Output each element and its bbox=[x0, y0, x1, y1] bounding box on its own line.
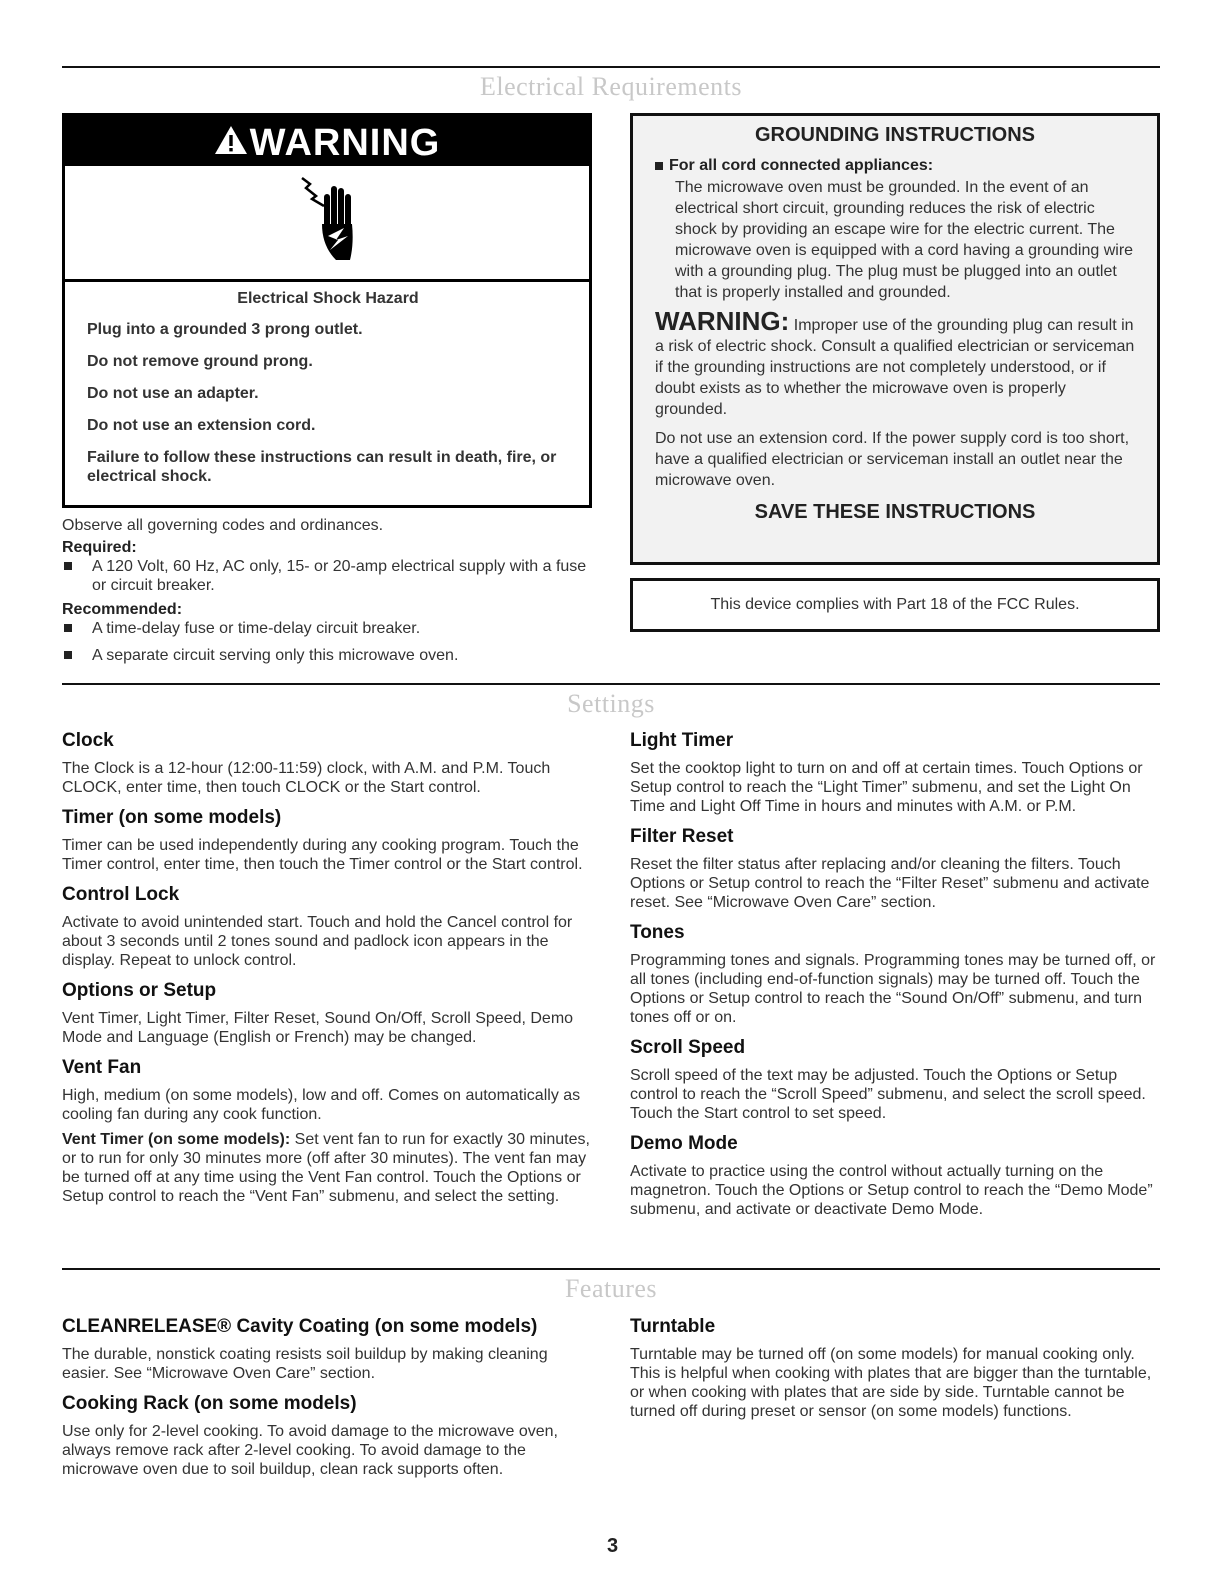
setting-title: Vent Fan bbox=[62, 1057, 142, 1078]
vent-timer-text: Vent Timer (on some models): Set vent fan to run for exactly 30 minutes, or to run for only 30 minutes more (off after 30 minutes). The vent fan may be turned off at any time using the Vent Fan control. Touch the Options or Setup control to reach the “Vent Fan” submenu, and select the setting. bbox=[62, 1131, 590, 1205]
section-title-electrical: Electrical Requirements bbox=[479, 72, 742, 101]
setting-text: Set the cooktop light to turn on and off at certain times. Touch Options or Setup control to reach the “Light Timer” submenu, and set the Light On Time and Light Off Time in hours and minutes with A.M. or P.M. bbox=[630, 760, 1143, 815]
setting-vent-fan bbox=[62, 1057, 592, 1206]
setting-title: Light Timer bbox=[630, 730, 734, 751]
feature-text: Turntable may be turned off (on some models) for manual cooking only. This is helpful when cooking with plates that are bigger than the turntable, or when cooking with plates that are side by side. Turntable cannot be turned off during preset or sensor (on some models) functions. bbox=[630, 1346, 1152, 1420]
setting-clock bbox=[62, 730, 592, 797]
section-rule-top bbox=[62, 66, 1160, 68]
setting-title: Clock bbox=[62, 730, 114, 751]
warning-header bbox=[65, 116, 589, 166]
setting-tones bbox=[630, 922, 1160, 1027]
feature-text: Use only for 2-level cooking. To avoid damage to the microwave oven, always remove rack after 2-level cooking. To avoid damage to the microwave oven due to soil buildup, clean rack supports often. bbox=[62, 1423, 558, 1478]
features-right-column bbox=[630, 1316, 1160, 1431]
square-bullet-icon bbox=[655, 162, 663, 170]
required-label: Required: bbox=[62, 539, 137, 556]
warning-hazard-title: Electrical Shock Hazard bbox=[237, 290, 419, 307]
warning-box bbox=[62, 113, 592, 508]
setting-timer bbox=[62, 807, 592, 874]
setting-title: Demo Mode bbox=[630, 1133, 738, 1154]
settings-left-column bbox=[62, 730, 592, 1216]
features-left-column bbox=[62, 1316, 592, 1489]
setting-filter-reset bbox=[630, 826, 1160, 912]
setting-text: Programming tones and signals. Programming tones may be turned off, or all tones (including end-of-function signals) may be turned off. Touch the Options or Setup control to reach the “Sound On/Off” submenu, and turn tones off or on. bbox=[630, 952, 1156, 1026]
setting-title: Filter Reset bbox=[630, 826, 734, 847]
setting-scroll-speed bbox=[630, 1037, 1160, 1123]
setting-light-timer bbox=[630, 730, 1160, 816]
observe-text: Observe all governing codes and ordinances. bbox=[62, 517, 384, 534]
setting-title: Timer (on some models) bbox=[62, 807, 282, 828]
section-title-settings: Settings bbox=[567, 689, 655, 718]
setting-text: Timer can be used independently during any cooking program. Touch the Timer control, enter time, then touch the Timer control or the Start control. bbox=[62, 837, 583, 873]
warning-line: Failure to follow these instructions can result in death, fire, or electrical shock. bbox=[87, 449, 557, 485]
feature-title: Cooking Rack (on some models) bbox=[62, 1393, 357, 1414]
grounding-warning: WARNING: Improper use of the grounding plug can result in a risk of electric shock. Consult a qualified electrician or serviceman if the grounding instructions are not completely understood, or if doubt exists as to whether the microwave oven is properly grounded. bbox=[655, 306, 1135, 418]
save-instructions: SAVE THESE INSTRUCTIONS bbox=[754, 501, 1036, 523]
grounding-paragraph: The microwave oven must be grounded. In the event of an electrical short circuit, grounding reduces the risk of electric shock by providing an escape wire for the electric current. The microwave oven is equipped with a cord having a grounding wire with a grounding plug. The plug must be plugged into an outlet that is properly installed and grounded. bbox=[675, 179, 1134, 301]
feature-cleanrelease bbox=[62, 1316, 592, 1383]
setting-text: Activate to avoid unintended start. Touch and hold the Cancel control for about 3 seconds until 2 tones sound and padlock icon appears in the display. Repeat to unlock control. bbox=[62, 914, 573, 969]
setting-text: The Clock is a 12-hour (12:00-11:59) clock, with A.M. and P.M. Touch CLOCK, enter time, then touch CLOCK or the Start control. bbox=[62, 760, 551, 796]
setting-title: Options or Setup bbox=[62, 980, 217, 1001]
warning-header-text: WARNING bbox=[249, 121, 441, 164]
grounding-subtitle: For all cord connected appliances: bbox=[655, 157, 1135, 175]
warning-line: Plug into a grounded 3 prong outlet. bbox=[87, 321, 363, 338]
recommended-item: A time-delay fuse or time-delay circuit breaker. bbox=[62, 619, 592, 638]
grounding-box bbox=[630, 113, 1160, 565]
recommended-item: A separate circuit serving only this microwave oven. bbox=[62, 646, 592, 665]
section-title-features: Features bbox=[564, 1274, 658, 1303]
feature-turntable bbox=[630, 1316, 1160, 1421]
grounding-title: GROUNDING INSTRUCTIONS bbox=[755, 124, 1035, 146]
setting-demo-mode bbox=[630, 1133, 1160, 1219]
warning-line: Do not use an adapter. bbox=[87, 385, 259, 402]
warning-line: Do not remove ground prong. bbox=[87, 353, 313, 370]
page-number: 3 bbox=[606, 1535, 619, 1557]
setting-text: Vent Timer, Light Timer, Filter Reset, Sound On/Off, Scroll Speed, Demo Mode and Language (English or French) may be changed. bbox=[62, 1010, 574, 1046]
setting-title: Scroll Speed bbox=[630, 1037, 746, 1058]
setting-options bbox=[62, 980, 592, 1047]
electric-shock-hand-icon bbox=[300, 174, 360, 271]
feature-cooking-rack bbox=[62, 1393, 592, 1479]
setting-text: Reset the filter status after replacing and/or cleaning the filters. Touch Options or Setup control to reach the “Filter Reset” submenu and activate reset. See “Microwave Oven Care” section. bbox=[630, 856, 1150, 911]
setting-title: Tones bbox=[630, 922, 685, 943]
setting-text: Scroll speed of the text may be adjusted. Touch the Options or Setup control to reach the “Scroll Speed” submenu, and select the scroll speed. Touch the Start control to set speed. bbox=[630, 1067, 1146, 1122]
feature-title: CLEANRELEASE® Cavity Coating (on some models) bbox=[62, 1316, 538, 1337]
feature-text: The durable, nonstick coating resists soil buildup by making cleaning easier. See “Microwave Oven Care” section. bbox=[62, 1346, 548, 1382]
setting-text: High, medium (on some models), low and off. Comes on automatically as cooling fan during any cook function. bbox=[62, 1087, 581, 1123]
warning-body bbox=[65, 282, 589, 486]
required-item: A 120 Volt, 60 Hz, AC only, 15- or 20-amp electrical supply with a fuse or circuit breaker. bbox=[62, 557, 592, 595]
setting-control-lock bbox=[62, 884, 592, 970]
electrical-notes bbox=[62, 516, 592, 665]
fcc-notice: This device complies with Part 18 of the FCC Rules. bbox=[630, 578, 1160, 632]
section-rule-settings bbox=[62, 683, 1160, 685]
warning-line: Do not use an extension cord. bbox=[87, 417, 316, 434]
setting-title: Control Lock bbox=[62, 884, 180, 905]
recommended-label: Recommended: bbox=[62, 601, 183, 618]
warning-triangle-icon bbox=[214, 118, 248, 168]
grounding-paragraph: Do not use an extension cord. If the power supply cord is too short, have a qualified electrician or serviceman install an outlet near the microwave oven. bbox=[655, 430, 1130, 489]
settings-right-column bbox=[630, 730, 1160, 1229]
feature-title: Turntable bbox=[630, 1316, 716, 1337]
setting-text: Activate to practice using the control without actually turning on the magnetron. Touch the Options or Setup control to reach the “Demo Mode” submenu, and activate or deactivate Demo Mode. bbox=[630, 1163, 1153, 1218]
warning-icon-area bbox=[65, 166, 589, 282]
section-rule-features bbox=[62, 1268, 1160, 1270]
